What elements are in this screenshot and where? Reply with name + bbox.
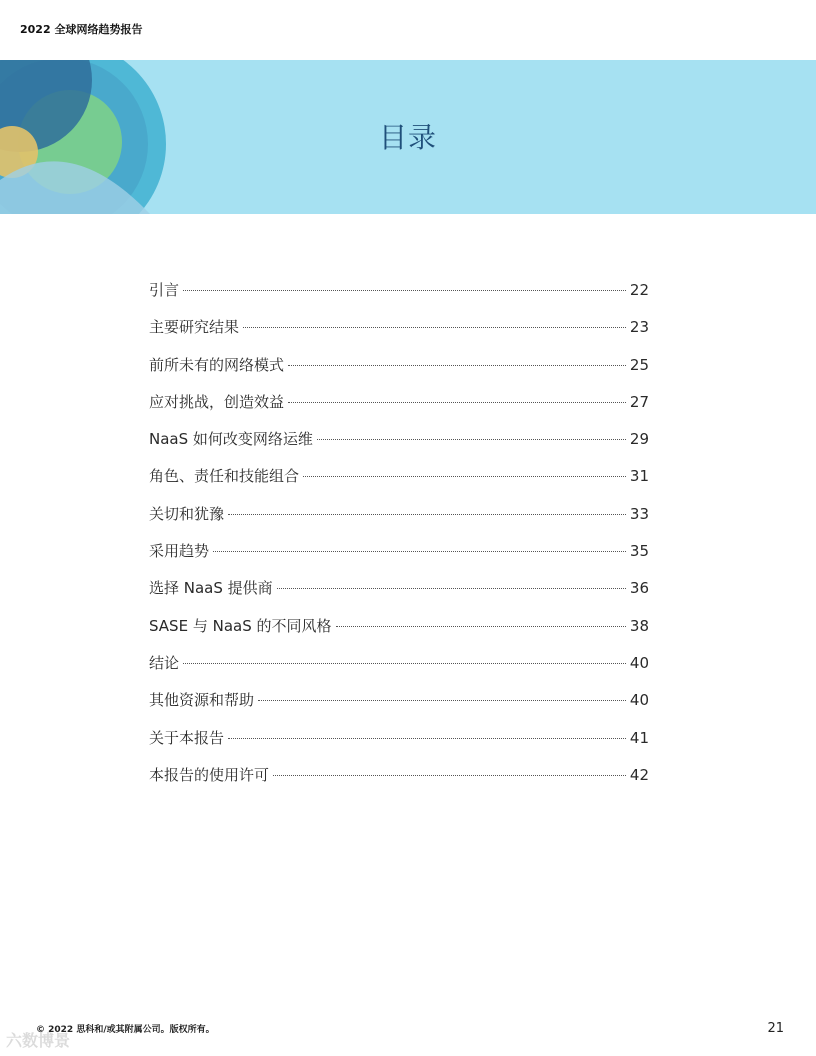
toc-entry-page: 36: [629, 579, 649, 598]
toc-dot-leader: [288, 365, 626, 366]
toc-entry-page: 38: [629, 616, 649, 635]
toc-dot-leader: [317, 439, 626, 440]
toc-entry-page: 22: [629, 281, 649, 299]
toc-dot-leader: [277, 588, 626, 589]
footer-copyright: © 2022 思科和/或其附属公司。版权所有。: [36, 1025, 215, 1035]
toc-entry[interactable]: [149, 720, 649, 757]
toc-entry[interactable]: [149, 347, 649, 384]
toc-entry[interactable]: [149, 458, 649, 495]
toc-entry[interactable]: [149, 384, 649, 421]
toc-entry[interactable]: [149, 309, 649, 346]
toc-entry-label: 关切和犹豫: [149, 504, 225, 523]
toc-entry-page: 40: [629, 691, 649, 710]
toc-entry-page: 23: [629, 318, 649, 337]
toc-entry-page: 33: [629, 504, 649, 523]
toc-dot-leader: [303, 476, 626, 477]
toc-entry[interactable]: [149, 645, 649, 682]
toc-dot-leader: [243, 327, 626, 328]
toc-entry[interactable]: [149, 272, 649, 309]
toc-entry[interactable]: [149, 496, 649, 533]
toc-dot-leader: [288, 402, 626, 403]
toc-dot-leader: [336, 626, 626, 627]
toc-entry-label: NaaS 如何改变网络运维: [149, 430, 313, 449]
toc-banner: [0, 60, 816, 214]
toc-entry-label: 主要研究结果: [149, 318, 240, 337]
toc-entry-label: 引言: [149, 281, 180, 299]
toc-dot-leader: [183, 290, 626, 291]
table-of-contents: [149, 272, 649, 794]
toc-entry[interactable]: [149, 533, 649, 570]
toc-entry-label: 应对挑战，创造效益: [149, 392, 285, 411]
toc-entry-label: 选择 NaaS 提供商: [149, 579, 273, 598]
header-report-title: 2022 全球网络趋势报告: [20, 23, 143, 36]
toc-title: 目录: [378, 121, 437, 154]
toc-entry-label: 其他资源和帮助: [149, 691, 255, 710]
toc-entry[interactable]: [149, 608, 649, 645]
toc-dot-leader: [258, 700, 626, 701]
toc-dot-leader: [213, 551, 626, 552]
toc-dot-leader: [228, 738, 626, 739]
toc-entry[interactable]: [149, 421, 649, 458]
toc-entry-label: 关于本报告: [149, 728, 225, 747]
toc-entry-page: 27: [629, 392, 649, 411]
toc-entry-label: SASE 与 NaaS 的不同风格: [149, 616, 332, 635]
toc-dot-leader: [273, 775, 626, 776]
toc-entry[interactable]: [149, 757, 649, 794]
toc-entry-label: 结论: [149, 653, 180, 672]
toc-entry-label: 采用趋势: [149, 542, 210, 561]
toc-entry-label: 本报告的使用许可: [149, 765, 270, 784]
footer-page-number: 21: [767, 1021, 784, 1036]
toc-entry[interactable]: [149, 682, 649, 719]
toc-dot-leader: [228, 514, 626, 515]
toc-entry-page: 31: [629, 467, 649, 486]
watermark-logo: 六数博景: [6, 1031, 71, 1050]
toc-entry-page: 41: [629, 728, 649, 747]
toc-entry-page: 42: [629, 765, 649, 784]
toc-entry-page: 29: [629, 430, 649, 449]
toc-entry-label: 前所未有的网络模式: [149, 355, 285, 374]
toc-entry-label: 角色、责任和技能组合: [149, 467, 300, 486]
toc-dot-leader: [183, 663, 626, 664]
toc-entry-page: 35: [629, 542, 649, 561]
toc-entry-page: 40: [629, 653, 649, 672]
toc-entry-page: 25: [629, 355, 649, 374]
toc-entry[interactable]: [149, 570, 649, 607]
